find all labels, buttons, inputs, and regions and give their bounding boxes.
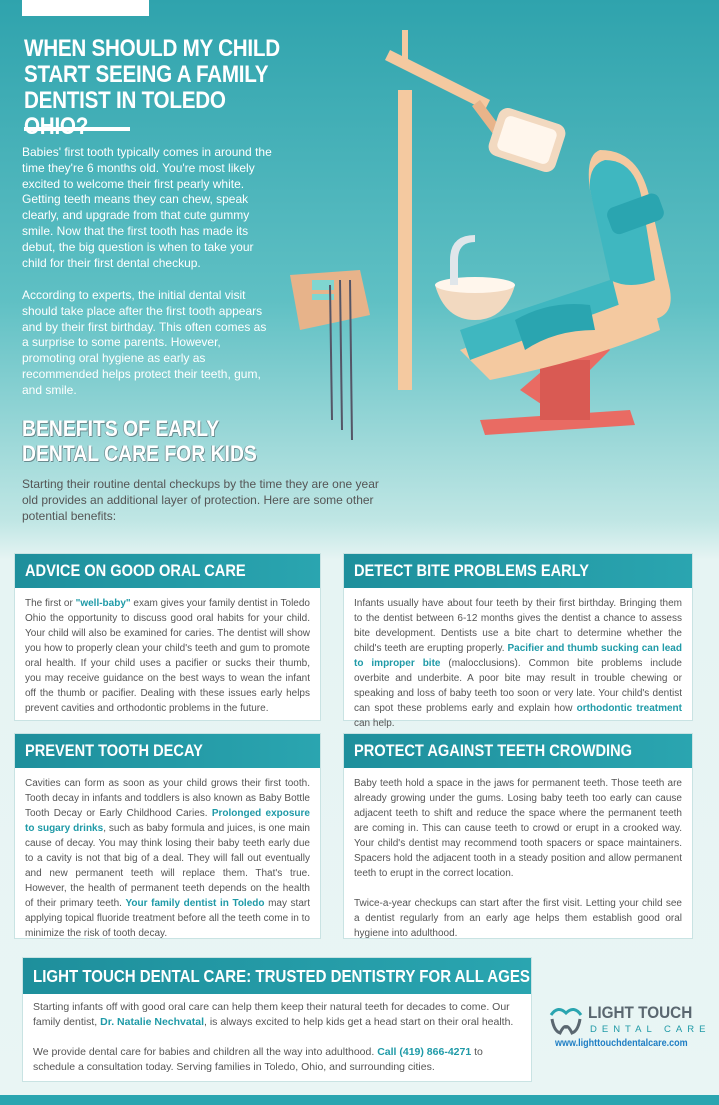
benefits-intro: Starting their routine dental checkups by the time they are one year old provides an additional layer of protection. Here are some other potential benefits: [22, 477, 379, 523]
card-oral-care [14, 553, 321, 721]
card-header [15, 734, 320, 768]
call-phone-link[interactable]: Call (419) 866-4271 [377, 1046, 472, 1058]
intro-paragraph-1: Babies' first tooth typically comes in around the time they're 6 months old. You're most likely excited to welcome their first pearly white. Getting teeth means they can chew, speak clearly, and upgrade from that cute gummy smile. Now that the first tooth has made its debut, the big question is when to take your child for their first dental checkup. [22, 145, 272, 270]
card-body [354, 596, 682, 731]
tooth-logo-icon [548, 1005, 584, 1035]
light-touch-logo[interactable] [548, 1003, 711, 1043]
card-text: Infants usually have about four teeth by their first birthday. Bringing them to the dentist between 6-12 months gives the dentist a chance to assess bite development. Dentists use a bite chart to determine whether the child's teeth are erupting properly. [354, 598, 682, 654]
card-body [25, 776, 310, 941]
card-text: may start applying topical fluoride treatment before all the teeth come in to minimize the risk of tooth decay. [25, 898, 310, 939]
card-title: DETECT BITE PROBLEMS EARLY [354, 561, 590, 580]
card-text: , such as baby formula and juices, is one main cause of decay. You may think losing their baby teeth early due to a cavity is not that big of a deal. They will fall out eventually and new permanent teeth will replace them. That's true. However, the health of permanent teeth depends on the health of their primary teeth. [25, 823, 310, 909]
final-text: , is always excited to help kids get a head start on their oral health. [204, 1016, 514, 1028]
link-sugary-drinks[interactable]: Prolonged exposure to sugary drinks [25, 808, 310, 834]
benefits-title: BENEFITS OF EARLY DENTAL CARE FOR KIDS [22, 416, 257, 466]
link-improper-bite[interactable]: Pacifier and thumb sucking can lead to improper bite [354, 643, 682, 669]
card-header [344, 554, 692, 588]
final-text: We provide dental care for babies and children all the way into adulthood. [33, 1046, 378, 1058]
card-title: PROTECT AGAINST TEETH CROWDING [354, 741, 633, 760]
card-body [25, 596, 310, 716]
final-section [22, 957, 532, 1082]
lamp-arm [385, 30, 568, 175]
final-text: to schedule a consultation today. Serving families in Toledo, Ohio, and surrounding cities. [33, 1046, 483, 1073]
card-title: PREVENT TOOTH DECAY [25, 741, 203, 760]
dental-chair-illustration [290, 30, 710, 470]
card-text: The first or [25, 598, 76, 609]
page-title: WHEN SHOULD MY CHILD START SEEING A FAMILY DENTIST IN TOLEDO [24, 35, 280, 114]
intro-paragraph-2: According to experts, the initial dental visit should take place after the first tooth appears and by their first birthday. This often comes as a surprise to some parents. However, promoting oral hygiene as early as recommended helps protect their teeth, gum, and smile. [22, 288, 267, 397]
final-text: Starting infants off with good oral care can help them keep their natural teeth for decades to come. Our family dentist, [33, 1001, 510, 1028]
instrument-tray [290, 270, 370, 440]
bottom-bar [0, 1095, 719, 1105]
card-body [354, 776, 682, 941]
pole [398, 90, 412, 390]
final-title: LIGHT TOUCH DENTAL CARE: TRUSTED DENTISTRY FOR ALL AGES [33, 966, 530, 986]
sink [435, 235, 515, 320]
card-header [15, 554, 320, 588]
highlight-well-baby: "well-baby" [75, 598, 131, 609]
link-orthodontic-treatment[interactable]: orthodontic treatment [576, 703, 682, 714]
final-paragraph-1 [33, 1000, 521, 1030]
card-text: (malocclusions). Common bite problems include overbite and underbite. A poor bite may result in trouble chewing or speaking and loss of baby teeth too soon or very late. Your child's dentist can spot these problems early and explain how [354, 658, 682, 714]
link-family-dentist-toledo[interactable]: Your family dentist in Toledo [125, 898, 265, 909]
card-tooth-decay [14, 733, 321, 939]
card-text: Twice-a-year checkups can start after the first visit. Letting your child see a dentist regularly from an early age helps them establish good oral hygiene into adulthood. [354, 898, 682, 939]
title-divider [24, 127, 130, 131]
card-header [344, 734, 692, 768]
card-bite-problems [343, 553, 693, 729]
logo-subtitle: DENTAL CARE [590, 1024, 711, 1035]
logo-name: LIGHT TOUCH [588, 1003, 693, 1022]
card-text: Cavities can form as soon as your child grows their first tooth. Tooth decay in infants and toddlers is also known as Baby Bottle Tooth Decay or Early Childhood Caries. [25, 778, 310, 819]
chair-seat [460, 150, 671, 380]
card-text: exam gives your family dentist in Toledo Ohio the opportunity to discuss good oral habits for your child. Your child will also be examined for caries. The dentist will show you how to properly clean your child's teeth and gum to promote oral health. If your child uses a pacifier or sucks their thumb, you may receive guidance on the best ways to wean the infant off the thumb or pacifier. Dealing with these issues early helps prevent cavities and orthodontic problems in the future. [25, 598, 310, 714]
final-header [23, 958, 531, 994]
link-dr-nechvatal[interactable]: Dr. Natalie Nechvatal [100, 1016, 204, 1028]
card-text: Baby teeth hold a space in the jaws for permanent teeth. Those teeth are already growing under the gums. Losing baby teeth too early can cause adjacent teeth to shift and reduce the space where the permanent teeth are coming in. This can cause teeth to crowd or erupt in a crooked way. Your child's dentist may recommend tooth spacers or space maintainers. Spacers hold the adjacent tooth in a steady position and allow permanent teeth to erupt in the correct location. [354, 778, 682, 879]
website-link[interactable]: www.lighttouchdentalcare.com [555, 1038, 688, 1049]
card-title: ADVICE ON GOOD ORAL CARE [25, 561, 246, 580]
final-body [33, 1000, 521, 1075]
final-paragraph-2 [33, 1045, 521, 1075]
card-teeth-crowding [343, 733, 693, 939]
card-text: can help. [354, 718, 395, 729]
top-white-bar [22, 0, 149, 16]
